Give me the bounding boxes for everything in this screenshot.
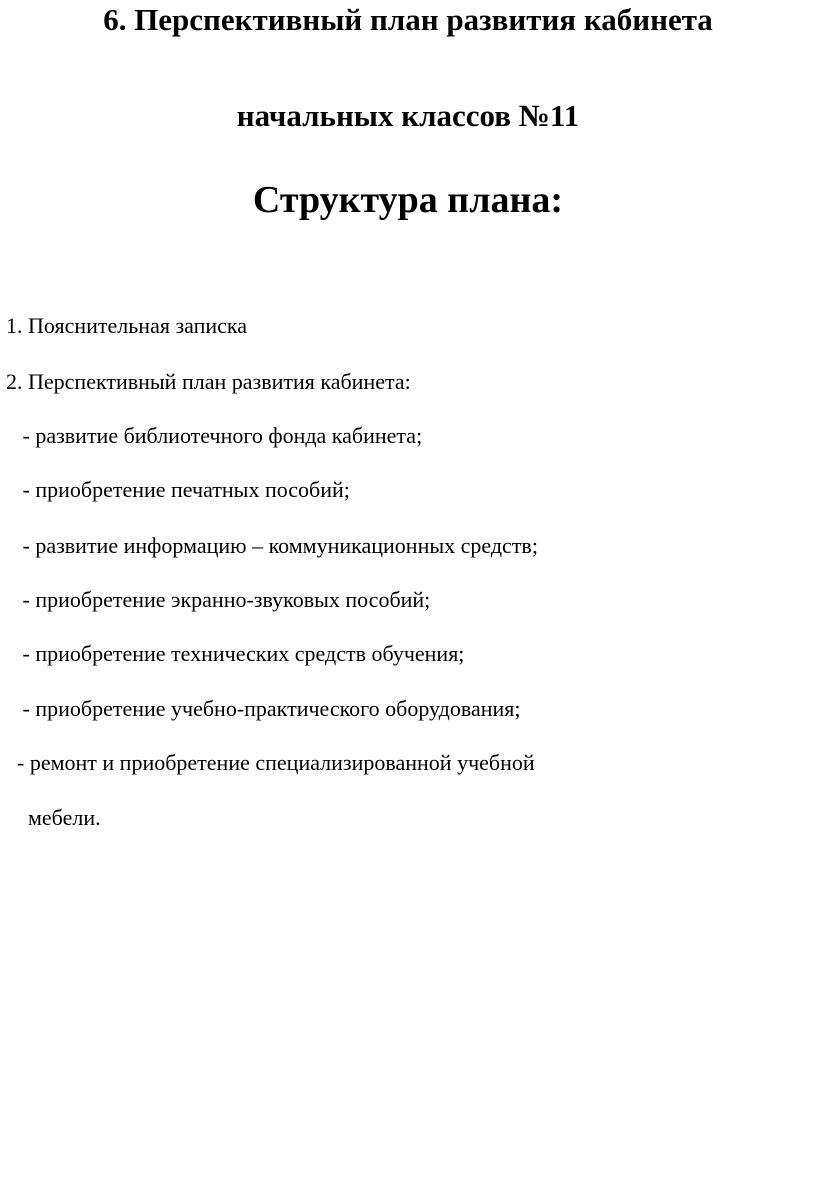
list-item: - приобретение экранно-звуковых пособий;: [6, 587, 431, 612]
list-item: - приобретение печатных пособий;: [6, 477, 350, 502]
document-title-line-2: начальных классов №11: [236, 98, 580, 133]
list-item: - ремонт и приобретение специализированной учебной: [6, 750, 535, 775]
document-title-line-1: 6. Перспективный план развития кабинета: [103, 2, 713, 37]
list-item: - развитие библиотечного фонда кабинета;: [6, 423, 423, 448]
document-subtitle: Структура плана:: [252, 179, 564, 221]
list-item: - приобретение технических средств обучения;: [6, 641, 465, 666]
list-item: 1. Пояснительная записка: [6, 313, 248, 338]
list-item: - развитие информацию – коммуникационных средств;: [6, 533, 538, 558]
list-item: - приобретение учебно-практического оборудования;: [6, 696, 521, 721]
list-item: 2. Перспективный план развития кабинета:: [6, 369, 411, 394]
list-item: мебели.: [6, 805, 101, 830]
